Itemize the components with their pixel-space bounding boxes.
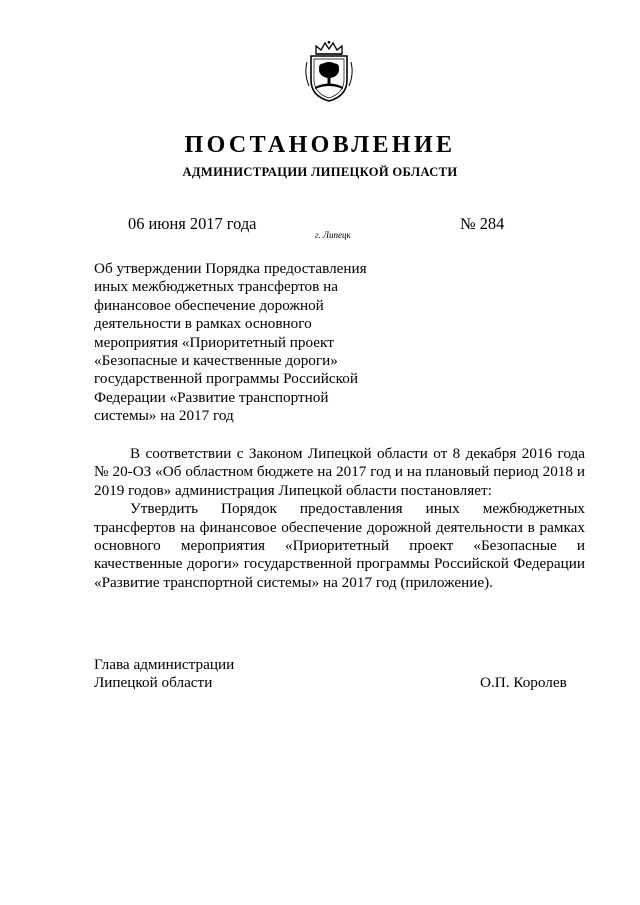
- signatory-name: О.П. Королев: [480, 674, 567, 691]
- subject-line: финансовое обеспечение дорожной: [94, 296, 324, 314]
- document-date: 06 июня 2017 года: [128, 214, 257, 233]
- document-city: г. Липецк: [315, 230, 351, 240]
- signatory-position-line: Липецкой области: [94, 674, 213, 692]
- subject-line: мероприятия «Приоритетный проект: [94, 333, 334, 351]
- lipetsk-coat-of-arms-icon: [302, 40, 356, 104]
- issuing-authority: АДМИНИСТРАЦИИ ЛИПЕЦКОЙ ОБЛАСТИ: [182, 165, 458, 179]
- signatory-position-line: Глава администрации: [94, 656, 235, 673]
- subject-line: системы» на 2017 год: [94, 407, 234, 425]
- body-paragraph: Утвердить Порядок предоставления иных межбюджетных трансфертов на финансовое обеспечение дорожной деятельности в рамках основного мероприятия «Приоритетный проект «Безопасные и качественные дороги» государственной программы Российской Федерации «Развитие транспортной системы» на 2017 год (приложение).: [94, 500, 585, 591]
- document-subject: [94, 260, 394, 426]
- subject-line: иных межбюджетных трансфертов на: [94, 278, 338, 296]
- signatory-position: [94, 656, 234, 693]
- subject-line: деятельности в рамках основного: [94, 315, 312, 333]
- subject-line: Об утверждении Порядка предоставления: [94, 260, 367, 277]
- subject-line: «Безопасные и качественные дороги»: [94, 352, 338, 370]
- subject-line: Федерации «Развитие транспортной: [94, 388, 329, 406]
- document-body: [94, 445, 585, 592]
- document-number: № 284: [460, 214, 505, 233]
- subject-line: государственной программы Российской: [94, 370, 358, 388]
- body-paragraph: В соответствии с Законом Липецкой области от 8 декабря 2016 года № 20-ОЗ «Об областном бюджете на 2017 год и на плановый период 2018 и 2019 годов» администрация Липецкой области постановляет:: [94, 445, 585, 499]
- document-title: ПОСТАНОВЛЕНИЕ: [184, 132, 456, 158]
